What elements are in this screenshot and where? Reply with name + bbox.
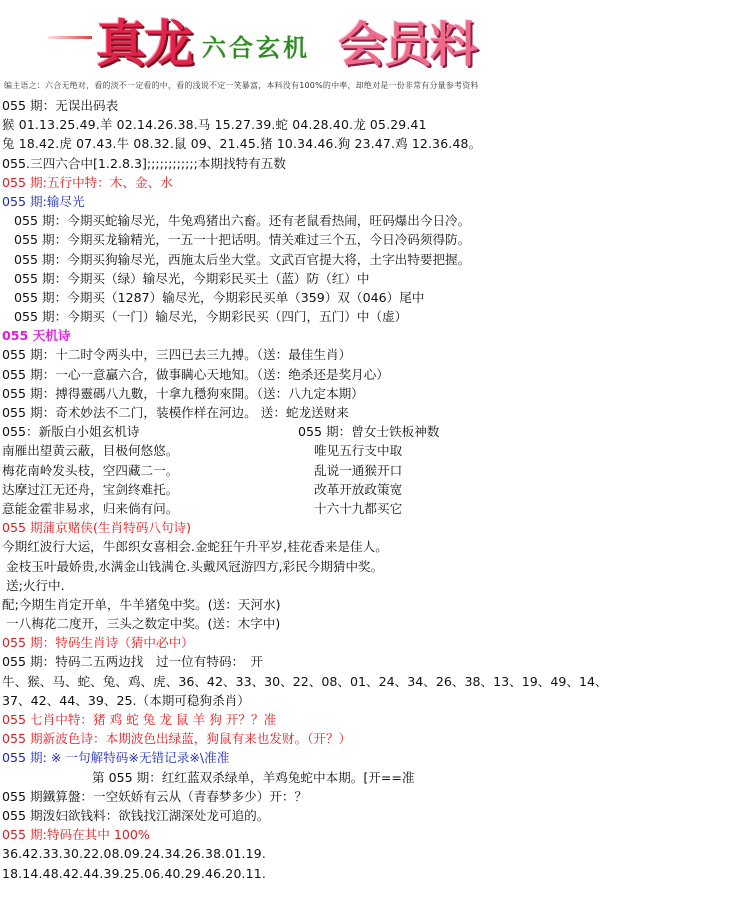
two-column-row [2,461,742,480]
text-line: 第 055 期：红红蓝双杀绿单，羊鸡兔蛇中本期。[开==准 [92,769,415,785]
two-column-row [2,480,742,499]
right-column-text: 唯见五行支中取 [314,443,403,459]
text-line: 配;今期生肖定开单，牛羊猪兔中奖。(送：天河水) [2,596,281,612]
left-column-text: 达摩过江无还舟，宝剑终难托。 [2,481,179,497]
section-heading: 055 期蒲京赌侠(生肖特码八句诗) [2,520,191,536]
text-line: 055 期：今期买（一门）输尽光，今期彩民买（四门，五门）中（虚） [14,309,408,325]
banner-title-part3: 会员料 [338,17,477,73]
text-line: 055 期：今期买（绿）输尽光，今期彩民买土（蓝）防（红）中 [14,270,370,286]
number-list: 18.14.48.42.44.39.25.06.40.29.46.20.11. [2,865,266,881]
section-heading: 055 期：无误出码表 [2,98,119,113]
section-heading: 055 七肖中特：猪 鸡 蛇 兔 龙 鼠 羊 狗 开？？准 [2,712,277,727]
number-list: 36.42.33.30.22.08.09.24.34.26.38.01.19. [2,846,266,862]
section-heading: 055 期新波色诗：本期波色出绿蓝，狗鼠有来也发财。（开？） [2,731,352,747]
text-line: 055 期：今期买龙输精光，一五一十把话明。情关难过三个五，今日冷码须得防。 [14,232,471,248]
number-table-row: 兔 18.42.虎 07.43.牛 08.32.鼠 09、21.45.猪 10.34.46.狗 23.47.鸡 12.36.48。 [2,136,482,152]
text-line: 今期红波行大运，牛郎织女喜相会.金蛇狂午升平岁,桂花香来是佳人。 [2,539,388,555]
banner-title-part1: 真龙 [96,15,192,73]
text-line: 055 期：奇术妙法不二门，装模作样在河边。 送：蛇龙送财来 [2,405,349,420]
document-body [2,96,742,883]
left-column-text: 梅花南岭发头枝，空四藏二一。 [2,462,179,478]
two-column-row [2,441,742,460]
text-line: 055 期：今期买（1287）输尽光，今期彩民买单（359）双（046）尾中 [14,289,425,305]
right-column-text: 乱说一通猴开口 [314,462,403,478]
section-heading: 055 期:特码在其中 100% [2,827,150,843]
right-column-text: 十六十九都买它 [314,500,403,516]
header-banner [0,0,744,78]
text-line: 055 期：一心一意贏六合，做事瞒心天地知。（送：绝杀还是奖月心） [2,366,389,382]
text-line: 055 期：今期买狗输尽光，西施太后坐大堂。文武百官提大将，土字出特要把握。 [14,251,471,267]
left-column-text: 055：新版白小姐玄机诗 [2,424,140,440]
left-column-text: 南雁出望黄云蔽，目极何悠悠。 [2,443,179,459]
section-heading: 055 期:五行中特：木、金、水 [2,174,173,190]
two-column-row [2,499,742,518]
section-heading: 055 期:输尽光 [2,193,85,209]
text-line: 055.三四六合中[1.2.8.3];;;;;;;;;;;;本期找特有五数 [2,155,286,171]
banner-title-part2: 六合玄机 [202,34,310,62]
text-line: 055 期：今期买蛇输尽光，牛兔鸡猪出六畜。还有老鼠看热闹，旺码爆出今日冷。 [14,213,471,229]
text-line: 055 期：十二时令两头中，三四已去三九搏。（送：最佳生肖） [2,347,352,363]
two-column-row [2,422,742,441]
section-heading: 055 期：特码生肖诗（猜中必中） [2,635,194,651]
right-column-text: 055 期：曾女士铁板神数 [298,424,440,440]
text-line: 055 期泼妇欲钱料：欲钱找江湖深处龙可追的。 [2,807,270,823]
text-line: 送;火行中. [6,577,65,593]
text-line: 055 期：搏得靈碼八九數，十拿九穩狗來開。（送：八九定本期） [2,385,364,401]
section-heading: 055 期: ※ 一句解特码※无错记录※\准准 [2,750,230,766]
banner-decoration [48,36,92,39]
text-line: 牛、猴、马、蛇、兔、鸡、虎、36、42、33、30、22、08、01、24、34、26、38、13、19、49、14、 [2,673,608,689]
text-line: 055 期：特码二五两边找 过一位有特码： 开 [2,654,264,670]
text-line: 055 期鐵算盤：一空妖娇有云从（青春梦多少）开：？ [2,788,308,804]
text-line: 37、42、44、39、25.（本期可稳狗杀肖） [2,692,250,708]
section-heading: 055 天机诗 [2,328,71,344]
right-column-text: 改革开放政策宽 [314,481,403,497]
text-line: 一八梅花二度开，三头之数定中奖。(送：木字中) [6,616,281,632]
disclaimer-text: 编主语之：六合无绝对，看的淡不一定看的中，看的浅说不定一笑暴富，本料没有100%的中率，却绝对是一份非常有分量参考资料 [4,81,479,90]
left-column-text: 意能金霍非易求，归来倘有问。 [2,500,179,516]
text-line: 金枝玉叶最娇贵,水满金山钱满仓.头戴风冠游四方,彩民今期猜中奖。 [6,558,384,574]
number-table-row: 猴 01.13.25.49.羊 02.14.26.38.马 15.27.39.蛇 04.28.40.龙 05.29.41 [2,117,427,133]
